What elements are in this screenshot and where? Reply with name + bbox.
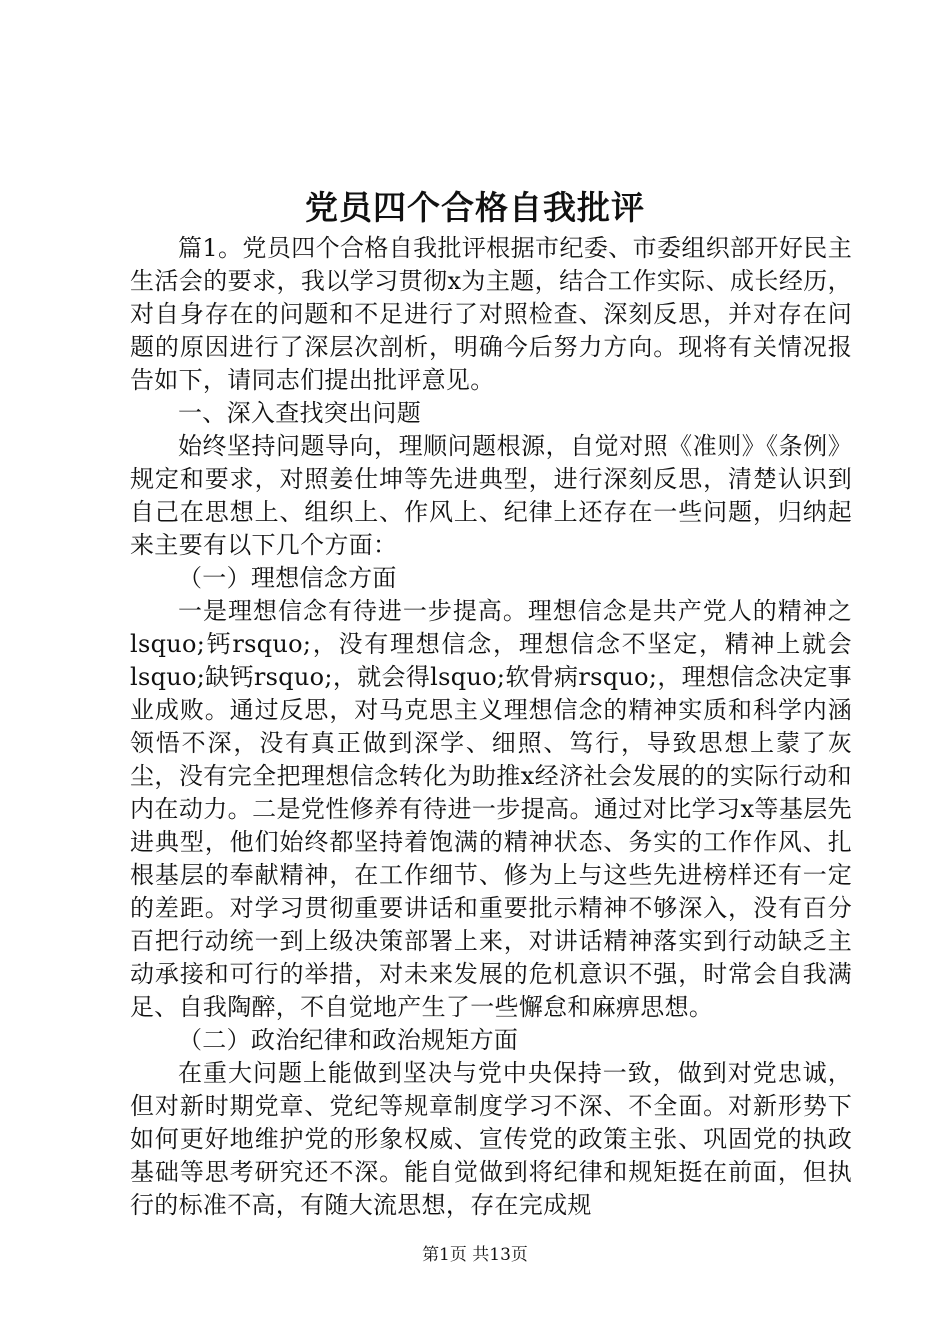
section-heading-1: 一、深入查找突出问题 bbox=[178, 399, 421, 427]
document-title: 党员四个合格自我批评 bbox=[305, 188, 645, 227]
document-body bbox=[130, 232, 852, 1222]
page-footer: 第1页 共13页 bbox=[422, 1245, 528, 1265]
subsection-heading-2: （二）政治纪律和政治规矩方面 bbox=[178, 1026, 519, 1054]
paragraph-intro: 篇1。党员四个合格自我批评根据市纪委、市委组织部开好民主生活会的要求，我以学习贯彻x为主题，结合工作实际、成长经历，对自身存在的问题和不足进行了对照检查、深刻反思，并对存在问题的原因进行了深层次剖析，明确今后努力方向。现将有关情况报告如下，请同志们提出批评意见。 bbox=[130, 234, 852, 394]
paragraph-overview: 始终坚持问题导向，理顺问题根源，自觉对照《准则》《条例》规定和要求，对照姜仕坤等先进典型，进行深刻反思，清楚认识到自己在思想上、组织上、作风上、纪律上还存在一些问题，归纳起来主要有以下几个方面： bbox=[130, 432, 852, 559]
paragraph-discipline: 在重大问题上能做到坚决与党中央保持一致，做到对党忠诚，但对新时期党章、党纪等规章制度学习不深、不全面。对新形势下如何更好地维护党的形象权威、宣传党的政策主张、巩固党的执政基础等思考研究还不深。能自觉做到将纪律和规矩挺在前面，但执行的标准不高，有随大流思想，存在完成规 bbox=[130, 1059, 852, 1219]
subsection-heading-1: （一）理想信念方面 bbox=[178, 564, 397, 592]
paragraph-ideals: 一是理想信念有待进一步提高。理想信念是共产党人的精神之lsquo;钙rsquo;，没有理想信念，理想信念不坚定，精神上就会lsquo;缺钙rsquo;，就会得lsquo;软骨病rsquo;，理想信念决定事业成败。通过反思，对马克思主义理想信念的精神实质和科学内涵领悟不深，没有真正做到深学、细照、笃行，导致思想上蒙了灰尘，没有完全把理想信念转化为助推x经济社会发展的的实际行动和内在动力。二是党性修养有待进一步提高。通过对比学习x等基层先进典型，他们始终都坚持着饱满的精神状态、务实的工作作风、扎根基层的奉献精神，在工作细节、修为上与这些先进榜样还有一定的差距。对学习贯彻重要讲话和重要批示精神不够深入，没有百分百把行动统一到上级决策部署上来，对讲话精神落实到行动缺乏主动承接和可行的举措，对未来发展的危机意识不强，时常会自我满足、自我陶醉，不自觉地产生了一些懈怠和麻痹思想。 bbox=[130, 597, 852, 1021]
